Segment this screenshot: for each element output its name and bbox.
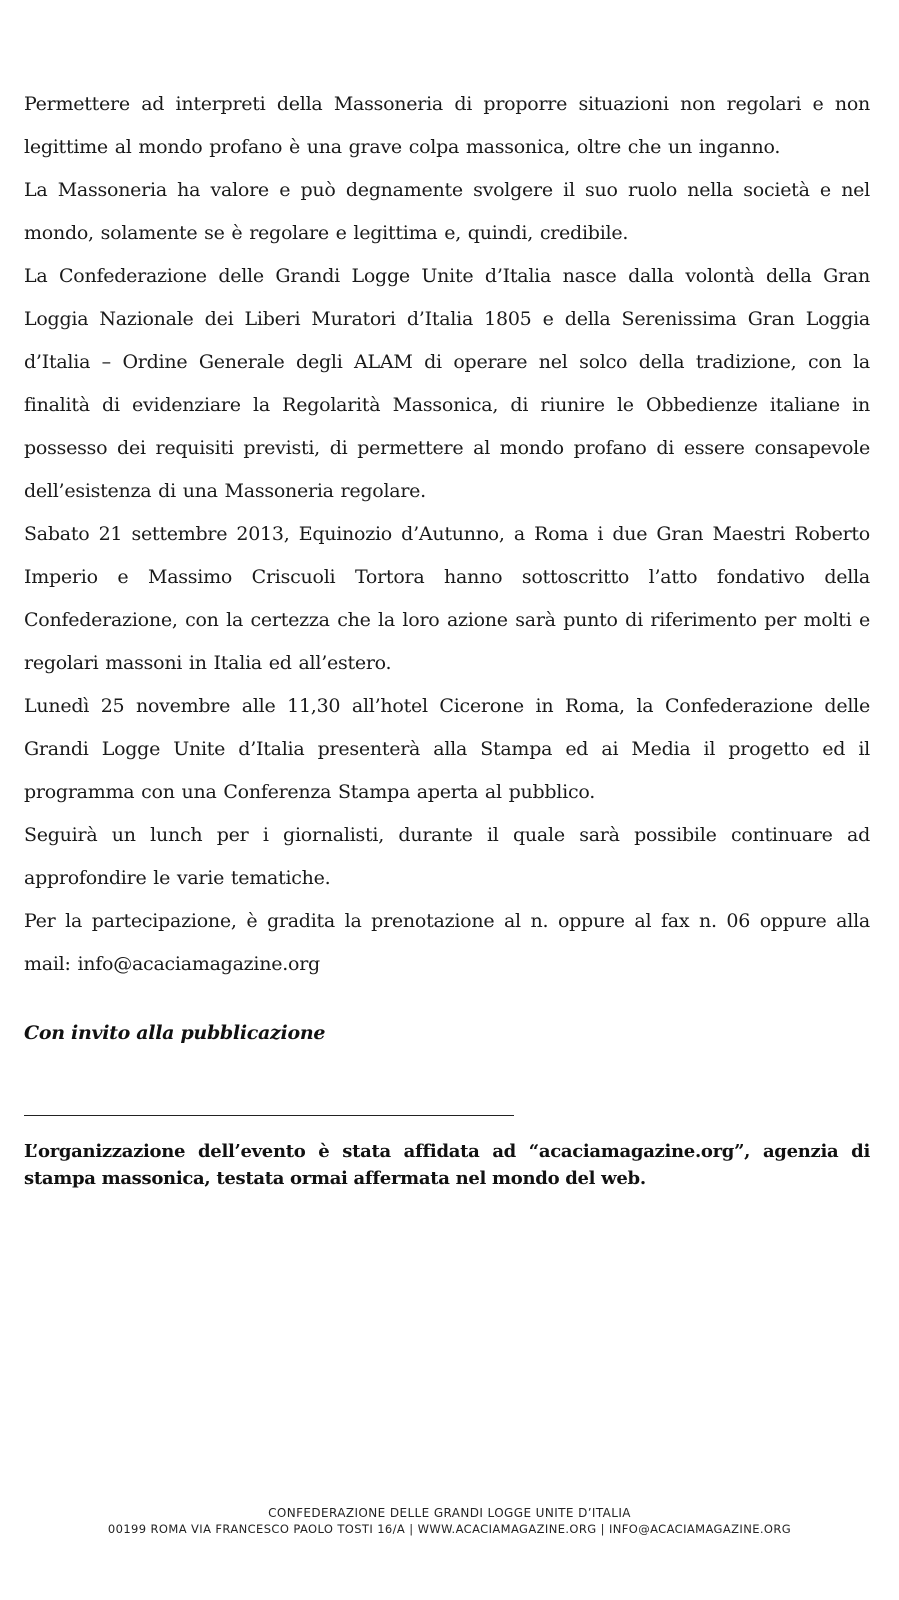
footer-address: 00199 ROMA VIA FRANCESCO PAOLO TOSTI 16/A | WWW.ACACIAMAGAZINE.ORG | INFO@ACACIAMAGAZINE.ORG — [107, 1522, 792, 1536]
paragraph-press-conference: Lunedì 25 novembre alle 11,30 all’hotel Cicerone in Roma, la Confederazione delle Grandi Logge Unite d’Italia presenterà alla Stampa ed ai Media il progetto ed il programma con una Conferenza Stampa aperta al pubblico. — [24, 695, 870, 803]
organization-note: L’organizzazione dell’evento è stata affidata ad “acaciamagazine.org”, agenzia di stampa massonica, testata ormai affermata nel mondo del web. — [24, 1141, 870, 1189]
paragraph-regularity: Permettere ad interpreti della Massoneria di proporre situazioni non regolari e non legittime al mondo profano è una grave colpa massonica, oltre che un inganno. — [24, 93, 870, 158]
paragraph-value: La Massoneria ha valore e può degnamente svolgere il suo ruolo nella società e nel mondo, solamente se è regolare e legittima e, quindi, credibile. — [24, 179, 870, 244]
paragraph-confederation: La Confederazione delle Grandi Logge Unite d’Italia nasce dalla volontà della Gran Loggia Nazionale dei Liberi Muratori d’Italia 1805 e della Serenissima Gran Loggia d’Italia – Ordine Generale degli ALAM di operare nel solco della tradizione, con la finalità di evidenziare la Regolarità Massonica, di riunire le Obbedienze italiane in possesso dei requisiti previsti, di permettere al mondo profano di essere consapevole dell’esistenza di una Massoneria regolare. — [24, 265, 870, 502]
footer-organization-name: CONFEDERAZIONE DELLE GRANDI LOGGE UNITE D’ITALIA — [268, 1506, 631, 1520]
paragraph-lunch: Seguirà un lunch per i giornalisti, durante il quale sarà possibile continuare ad approfondire le varie tematiche. — [24, 824, 870, 889]
paragraph-founding: Sabato 21 settembre 2013, Equinozio d’Autunno, a Roma i due Gran Maestri Roberto Imperio e Massimo Criscuoli Tortora hanno sottoscritto l’atto fondativo della Confederazione, con la certezza che la loro azione sarà punto di riferimento per molti e regolari massoni in Italia ed all’estero. — [24, 523, 870, 674]
paragraph-booking: Per la partecipazione, è gradita la prenotazione al n. oppure al fax n. 06 oppure alla mail: info@acaciamagazine.org — [24, 910, 870, 975]
separator-line — [24, 1115, 514, 1116]
publication-invite: Con invito alla pubblicazione — [24, 1022, 326, 1044]
body-text — [24, 83, 870, 986]
